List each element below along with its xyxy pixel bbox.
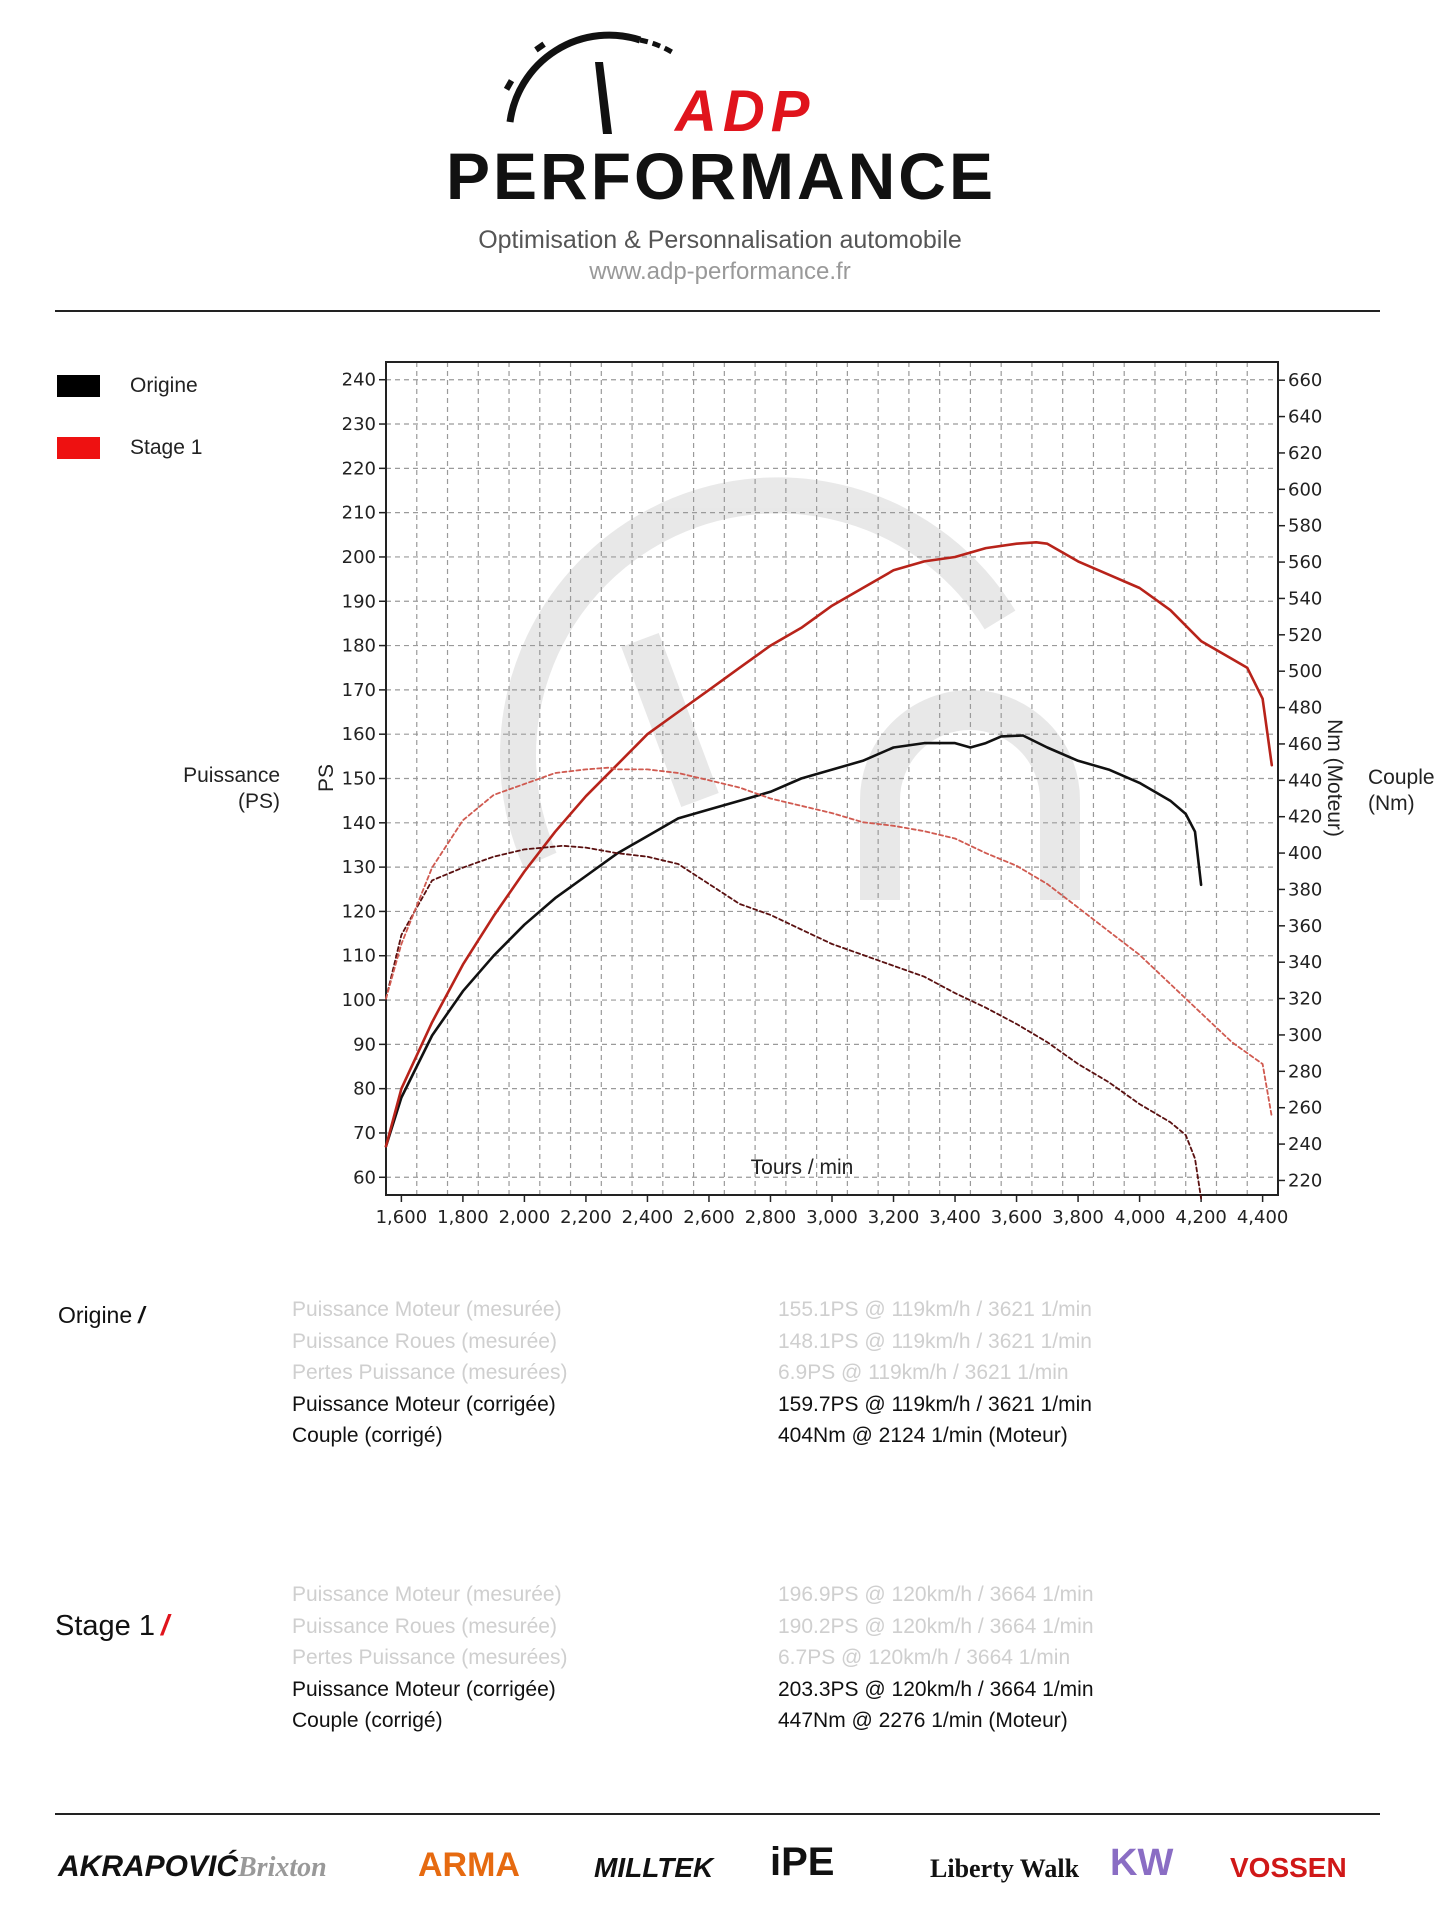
y-left-tick-label: 200 xyxy=(341,546,376,568)
stats-title-stage1 xyxy=(55,1610,169,1643)
y-left-tick-label: 160 xyxy=(341,724,376,746)
stat-value: 404Nm @ 2124 1/min (Moteur) xyxy=(778,1424,1068,1447)
stat-label: Puissance Moteur (mesurée) xyxy=(292,1583,562,1606)
brand-tagline: Optimisation & Personnalisation automobile xyxy=(478,226,962,254)
stat-label: Puissance Roues (mesurée) xyxy=(292,1329,557,1353)
y-right-axis-title: Couple (Nm) xyxy=(1368,766,1435,815)
x-tick-label: 1,800 xyxy=(437,1207,489,1228)
y-right-tick-label: 440 xyxy=(1288,770,1323,792)
stat-value: 6.7PS @ 120km/h / 3664 1/min xyxy=(778,1646,1071,1669)
stat-value: 196.9PS @ 120km/h / 3664 1/min xyxy=(778,1583,1094,1606)
slash-icon: / xyxy=(138,1302,145,1328)
x-tick-label: 2,200 xyxy=(560,1207,612,1228)
y-right-tick-label: 520 xyxy=(1288,624,1323,646)
y-left-tick-label: 140 xyxy=(341,812,376,834)
slash-icon: / xyxy=(160,1610,170,1642)
y-right-tick-label: 300 xyxy=(1288,1024,1323,1046)
y-right-tick-label: 420 xyxy=(1288,806,1323,828)
x-tick-label: 2,000 xyxy=(498,1207,551,1228)
x-tick-label: 2,400 xyxy=(621,1207,674,1228)
stat-value: 155.1PS @ 119km/h / 3621 1/min xyxy=(778,1298,1092,1321)
sponsor-logo: KW xyxy=(1110,1842,1174,1884)
stat-value: 159.7PS @ 119km/h / 3621 1/min xyxy=(778,1392,1092,1416)
x-tick-label: 1,600 xyxy=(375,1207,428,1228)
sponsor-logo: MILLTEK xyxy=(594,1852,714,1883)
sponsor-logo: Brixton xyxy=(238,1852,327,1883)
y-left-tick-label: 110 xyxy=(341,945,376,967)
y-left-tick-label: 210 xyxy=(341,502,376,524)
footer-divider xyxy=(55,1813,1380,1815)
y-right-tick-label: 360 xyxy=(1288,915,1323,937)
y-right-tick-label: 580 xyxy=(1288,515,1323,537)
stat-label: Pertes Puissance (mesurées) xyxy=(292,1361,568,1384)
y-right-tick-label: 600 xyxy=(1288,479,1323,501)
y-right-tick-label: 560 xyxy=(1288,552,1323,574)
y-left-tick-label: 150 xyxy=(341,768,376,790)
y-left-axis-title: Puissance (PS) xyxy=(183,764,280,813)
x-tick-label: 2,600 xyxy=(683,1207,735,1228)
x-tick-label: 2,800 xyxy=(744,1207,797,1228)
y-right-tick-label: 220 xyxy=(1288,1170,1323,1192)
x-tick-label: 4,400 xyxy=(1236,1207,1289,1228)
y-right-tick-label: 400 xyxy=(1288,843,1323,865)
x-tick-label: 4,200 xyxy=(1175,1207,1227,1228)
y-left-tick-label: 230 xyxy=(341,414,376,436)
y-right-tick-label: 480 xyxy=(1288,697,1323,719)
y-left-tick-label: 60 xyxy=(353,1167,376,1189)
y-right-tick-label: 240 xyxy=(1288,1134,1323,1156)
watermark-logo-icon xyxy=(518,495,1060,900)
sponsor-logo: VOSSEN xyxy=(1230,1852,1347,1883)
y-left-tick-label: 180 xyxy=(341,635,376,657)
x-tick-label: 3,200 xyxy=(867,1207,920,1228)
stat-label: Puissance Moteur (mesurée) xyxy=(292,1298,562,1321)
y-right-tick-label: 260 xyxy=(1288,1097,1323,1119)
y-left-tick-label: 120 xyxy=(341,901,376,923)
x-tick-label: 4,000 xyxy=(1113,1207,1166,1228)
stat-value: 447Nm @ 2276 1/min (Moteur) xyxy=(778,1709,1068,1732)
y-right-tick-label: 280 xyxy=(1288,1061,1323,1083)
brand-performance: PERFORMANCE xyxy=(445,139,996,213)
x-tick-label: 3,400 xyxy=(929,1207,981,1228)
y-left-tick-label: 100 xyxy=(341,990,376,1012)
stats-title-origine xyxy=(58,1302,145,1329)
y-right-tick-label: 500 xyxy=(1288,661,1323,683)
stats-title-text: Origine xyxy=(58,1302,133,1328)
y-right-tick-label: 340 xyxy=(1288,952,1323,974)
x-tick-label: 3,800 xyxy=(1052,1207,1104,1228)
sponsor-logo: ARMA xyxy=(418,1846,520,1884)
stat-label: Puissance Roues (mesurée) xyxy=(292,1614,557,1638)
x-axis-label: Tours / min xyxy=(750,1156,854,1179)
x-tick-label: 3,000 xyxy=(806,1207,858,1228)
sponsor-logo: iPE xyxy=(770,1840,835,1884)
brand-adp: ADP xyxy=(675,79,816,144)
y-right-tick-label: 540 xyxy=(1288,588,1323,610)
y-right-tick-label: 380 xyxy=(1288,879,1323,901)
y-left-tick-label: 80 xyxy=(353,1078,376,1100)
stat-label: Couple (corrigé) xyxy=(292,1424,443,1447)
y-left-tick-label: 170 xyxy=(341,679,376,701)
stat-value: 203.3PS @ 120km/h / 3664 1/min xyxy=(778,1677,1094,1701)
y-left-unit-label: PS xyxy=(315,763,338,793)
y-right-tick-label: 660 xyxy=(1288,370,1323,392)
y-left-tick-label: 130 xyxy=(341,857,376,879)
x-tick-label: 3,600 xyxy=(990,1207,1043,1228)
y-left-tick-label: 240 xyxy=(341,369,376,391)
y-left-tick-label: 190 xyxy=(341,591,376,613)
y-right-unit-label: Nm (Moteur) xyxy=(1323,719,1346,837)
y-left-tick-label: 220 xyxy=(341,458,376,480)
y-left-tick-label: 70 xyxy=(353,1122,376,1144)
stats-title-text: Stage 1 xyxy=(55,1610,155,1642)
y-right-tick-label: 320 xyxy=(1288,988,1323,1010)
sponsor-logo: AKRAPOVIĆ xyxy=(58,1850,239,1883)
legend-label-origine: Origine xyxy=(130,374,198,397)
legend-label-stage1: Stage 1 xyxy=(130,436,203,459)
y-right-tick-label: 640 xyxy=(1288,406,1323,428)
stat-value: 6.9PS @ 119km/h / 3621 1/min xyxy=(778,1361,1069,1384)
y-right-tick-label: 460 xyxy=(1288,733,1323,755)
stat-value: 148.1PS @ 119km/h / 3621 1/min xyxy=(778,1329,1092,1353)
brand-url: www.adp-performance.fr xyxy=(589,258,851,285)
y-right-tick-label: 620 xyxy=(1288,442,1323,464)
sponsor-logo: Liberty Walk xyxy=(930,1854,1080,1883)
stat-value: 190.2PS @ 120km/h / 3664 1/min xyxy=(778,1614,1094,1638)
y-left-tick-label: 90 xyxy=(353,1034,376,1056)
stat-label: Puissance Moteur (corrigée) xyxy=(292,1677,556,1701)
stat-label: Couple (corrigé) xyxy=(292,1709,443,1732)
stat-label: Pertes Puissance (mesurées) xyxy=(292,1646,568,1669)
stat-label: Puissance Moteur (corrigée) xyxy=(292,1392,556,1416)
